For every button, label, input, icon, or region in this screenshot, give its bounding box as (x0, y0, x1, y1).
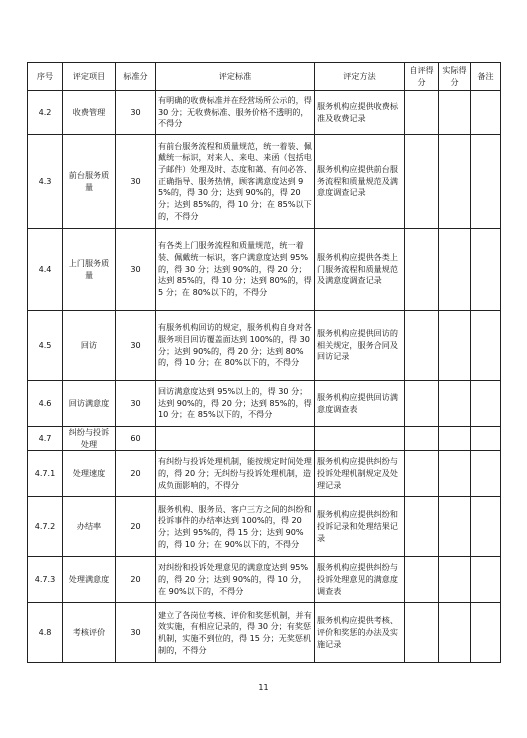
table-row (28, 91, 501, 135)
header-row (28, 63, 501, 91)
row-remark (471, 603, 501, 663)
row-actual-score (439, 427, 471, 451)
table-row (28, 135, 501, 229)
row-remark (471, 451, 501, 497)
row-self-score (405, 497, 439, 557)
row-item: 处理速度 (63, 451, 116, 497)
header-score: 标准分 (116, 63, 156, 91)
header-self-score: 自评得分 (405, 63, 439, 91)
row-remark (471, 311, 501, 381)
table-row (28, 229, 501, 311)
evaluation-table (27, 62, 501, 663)
row-item: 回访满意度 (63, 381, 116, 427)
row-remark (471, 427, 501, 451)
row-method: 服务机构应提供回访的相关规定，服务合同及回访记录 (315, 311, 405, 381)
row-standard: 回访满意度达到 95%以上的，得 30 分；达到 90%的，得 20 分；达到 85%的，得 10 分；在 85%以下的，不得分 (156, 381, 315, 427)
row-self-score (405, 603, 439, 663)
row-score: 20 (116, 451, 156, 497)
row-actual-score (439, 603, 471, 663)
row-actual-score (439, 135, 471, 229)
row-score: 30 (116, 603, 156, 663)
row-method: 服务机构应提供纠纷与投诉处理意见的满意度调查表 (315, 557, 405, 603)
table-row (28, 557, 501, 603)
row-standard (156, 427, 315, 451)
row-method: 服务机构应提供收费标准及收费记录 (315, 91, 405, 135)
row-remark (471, 381, 501, 427)
row-item: 收费管理 (63, 91, 116, 135)
row-no: 4.8 (28, 603, 63, 663)
row-method: 服务机构应提供各类上门服务流程和质量规范及满意度调查记录 (315, 229, 405, 311)
row-method: 服务机构应提供纠纷和投诉记录和处理结果记录 (315, 497, 405, 557)
row-actual-score (439, 497, 471, 557)
row-actual-score (439, 557, 471, 603)
row-no: 4.7.2 (28, 497, 63, 557)
row-no: 4.6 (28, 381, 63, 427)
table-row (28, 603, 501, 663)
row-actual-score (439, 91, 471, 135)
row-no: 4.7.3 (28, 557, 63, 603)
header-standard: 评定标准 (156, 63, 315, 91)
row-self-score (405, 557, 439, 603)
row-no: 4.3 (28, 135, 63, 229)
row-remark (471, 557, 501, 603)
row-score: 30 (116, 381, 156, 427)
row-score: 20 (116, 557, 156, 603)
row-standard: 建立了各岗位考核、评价和奖惩机制，并有效实施，有相应记录的，得 30 分；有奖惩机制，实施不到位的，得 15 分；无奖惩机制的，不得分 (156, 603, 315, 663)
row-remark (471, 91, 501, 135)
row-self-score (405, 427, 439, 451)
row-self-score (405, 451, 439, 497)
row-item: 办结率 (63, 497, 116, 557)
header-actual-score: 实际得分 (439, 63, 471, 91)
row-self-score (405, 135, 439, 229)
row-self-score (405, 91, 439, 135)
row-standard: 有各类上门服务流程和质量规范，统一着装、佩戴统一标识，客户满意度达到 95%的，得 30 分；达到 90%的，得 20 分；达到 85%的，得 10 分；达到 80%的，得 5 分；在 80%以下的，不得分 (156, 229, 315, 311)
row-method: 服务机构应提供回访满意度调查表 (315, 381, 405, 427)
header-item: 评定项目 (63, 63, 116, 91)
row-no: 4.2 (28, 91, 63, 135)
row-actual-score (439, 381, 471, 427)
row-item: 回访 (63, 311, 116, 381)
table-row (28, 497, 501, 557)
row-actual-score (439, 311, 471, 381)
row-standard: 有前台服务流程和质量规范，统一着装、佩戴统一标识，对来人、来电、来函（包括电子邮件）处理及时、态度和蔼、有问必答、正确指导、服务热情，顾客满意度达到 95%的，得 30 分；达到 90%的，得 20 分；达到 85%的，得 10 分；在 85%以下的，不得分 (156, 135, 315, 229)
row-no: 4.5 (28, 311, 63, 381)
table-row (28, 381, 501, 427)
row-method (315, 427, 405, 451)
row-score: 20 (116, 497, 156, 557)
row-item: 纠纷与投诉处理 (63, 427, 116, 451)
row-actual-score (439, 451, 471, 497)
row-item: 前台服务质量 (63, 135, 116, 229)
row-method: 服务机构应提供考核、评价和奖惩的办法及实施记录 (315, 603, 405, 663)
row-item: 处理满意度 (63, 557, 116, 603)
row-no: 4.7 (28, 427, 63, 451)
row-method: 服务机构应提供前台服务流程和质量规范及满意度调查记录 (315, 135, 405, 229)
row-actual-score (439, 229, 471, 311)
header-remark: 备注 (471, 63, 501, 91)
row-self-score (405, 381, 439, 427)
row-remark (471, 229, 501, 311)
row-score: 30 (116, 229, 156, 311)
row-remark (471, 497, 501, 557)
header-no: 序号 (28, 63, 63, 91)
table-row (28, 451, 501, 497)
row-score: 30 (116, 135, 156, 229)
row-remark (471, 135, 501, 229)
row-item: 考核评价 (63, 603, 116, 663)
row-method: 服务机构应提供纠纷与投诉处理机制规定及处理记录 (315, 451, 405, 497)
row-score: 30 (116, 311, 156, 381)
row-standard: 有服务机构回访的规定，服务机构自身对各服务项目回访覆盖面达到 100%的，得 30 分；达到 90%的，得 20 分；达到 80%的，得 10 分；在 80%以下的，不得分 (156, 311, 315, 381)
row-standard: 服务机构、服务员、客户三方之间的纠纷和投诉事件的办结率达到 100%的，得 20 分；达到 95%的，得 15 分；达到 90%的，得 10 分；在 90%以下的，不得分 (156, 497, 315, 557)
page-number: 11 (258, 683, 269, 692)
table-row (28, 311, 501, 381)
row-no: 4.4 (28, 229, 63, 311)
row-standard: 有明确的收费标准并在经营场所公示的，得 30 分；无收费标准、服务价格不透明的，不得分 (156, 91, 315, 135)
header-method: 评定方法 (315, 63, 405, 91)
row-self-score (405, 311, 439, 381)
row-item: 上门服务质量 (63, 229, 116, 311)
row-standard: 对纠纷和投诉处理意见的满意度达到 95%的，得 20 分；达到 90%的，得 10 分，在 90%以下的，不得分 (156, 557, 315, 603)
row-standard: 有纠纷与投诉处理机制，能按规定时间处理的，得 20 分；无纠纷与投诉处理机制，造成负面影响的，不得分 (156, 451, 315, 497)
row-score: 60 (116, 427, 156, 451)
row-score: 30 (116, 91, 156, 135)
row-no: 4.7.1 (28, 451, 63, 497)
row-self-score (405, 229, 439, 311)
table-row (28, 427, 501, 451)
